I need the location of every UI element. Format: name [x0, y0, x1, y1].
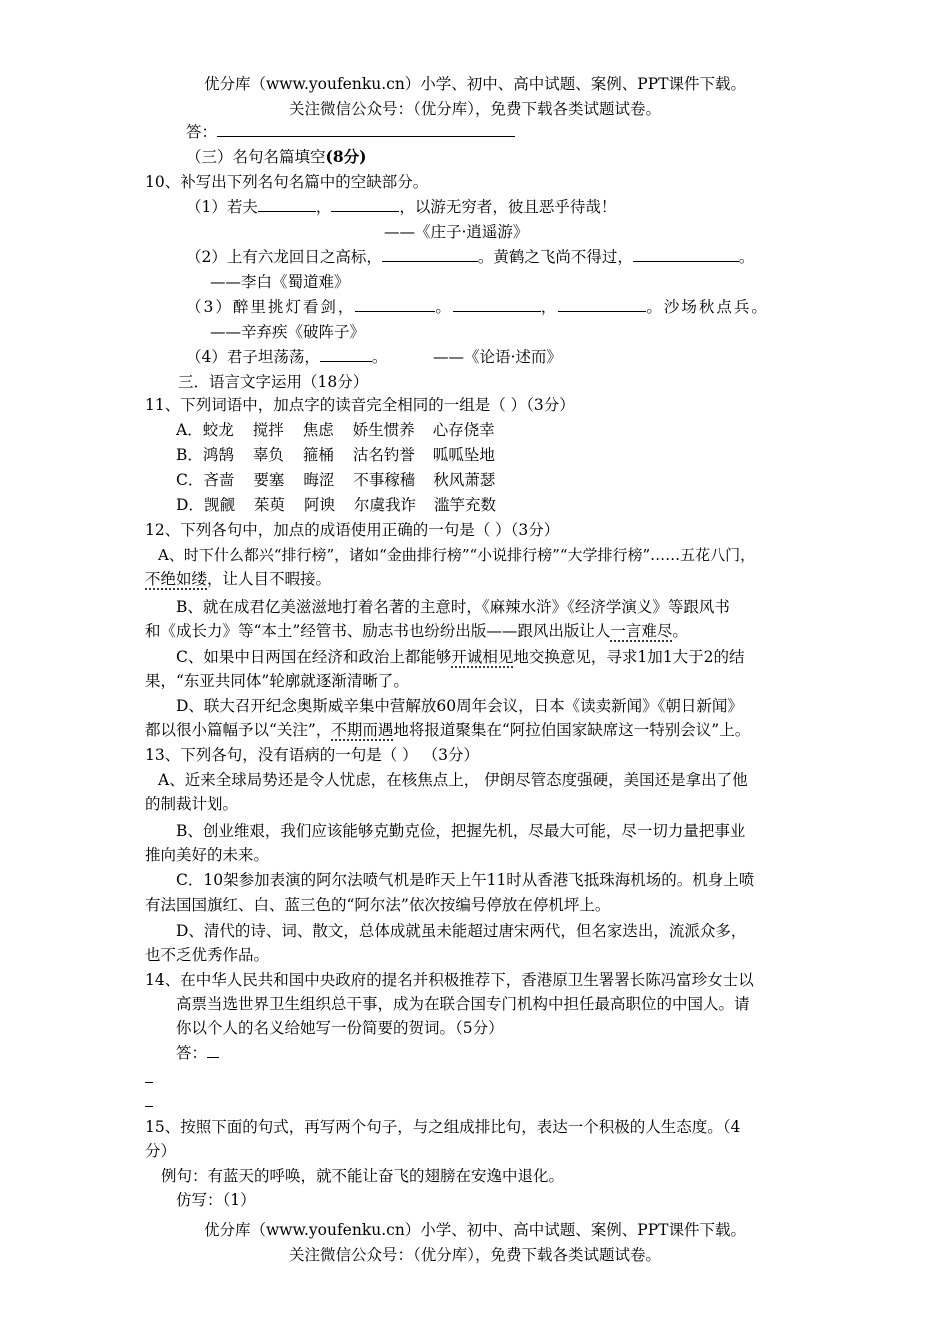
q11-d-word-1: 觊觎 [203, 496, 235, 514]
q12-d-line-1: D、联大召开纪念奥斯威辛集中营解放60周年会议，日本《读卖新闻》《朝日新闻》 [176, 697, 743, 715]
q10-4-text-a: （4）君子坦荡荡， [186, 348, 320, 366]
q13-c-line-2: 有法国国旗红、白、蓝三色的“阿尔法”依次按编号停放在停机坪上。 [145, 896, 611, 914]
q12-c-text-a: C、如果中日两国在经济和政治上都能够 [176, 648, 452, 666]
q11-c-word-1: 吝啬 [203, 471, 235, 489]
footer-line-1: 优分库（www.youfenku.cn）小学、初中、高中试题、案例、PPT课件下载。 [203, 1221, 747, 1239]
q11-b-word-1: 鸿鹄 [202, 446, 234, 464]
q10-1-text-b: ， [315, 198, 332, 216]
q12-a-idiom: 不绝如缕 [145, 570, 208, 588]
q10-item-4 [186, 346, 387, 368]
q11-a-word-3: 焦虑 [302, 421, 334, 439]
q10-2-blank-2[interactable] [633, 247, 739, 262]
q10-1-blank-1[interactable] [258, 197, 316, 212]
q10-2-text-b: 。黄鹤之飞尚不得过， [477, 248, 633, 266]
q12-c-idiom: 开诚相见 [451, 648, 514, 666]
q10-3-text-c: ， [540, 298, 559, 316]
q14-answer-label: 答： [176, 1044, 208, 1062]
q10-2-text-c: 。 [738, 248, 755, 266]
q10-stem: 10、补写出下列名句名篇中的空缺部分。 [145, 173, 429, 191]
q11-option-c [176, 469, 509, 491]
q14-answer-line-1[interactable] [145, 1082, 153, 1083]
q12-b-idiom: 一言难尽 [610, 622, 673, 640]
q11-d-word-4: 尔虞我诈 [353, 496, 416, 514]
q12-a-line-1: A、时下什么都兴“排行榜”，诸如“金曲排行榜”“小说排行榜”“大学排行榜”……五花八门， [158, 546, 756, 564]
q11-b-word-3: 箍桶 [302, 446, 334, 464]
q14-line-2: 高票当选世界卫生组织总干事，成为在联合国专门机构中担任最高职位的中国人。请 [176, 995, 750, 1013]
q11-a-word-4: 娇生惯养 [352, 421, 415, 439]
q12-stem: 12、下列各句中，加点的成语使用正确的一句是（ ）（3分） [145, 521, 560, 539]
answer-line-top [186, 121, 515, 143]
q12-b-text: 和《成长力》等“本土”经管书、励志书也纷纷出版——跟风出版让人 [145, 622, 611, 640]
q12-c-line-1 [176, 646, 744, 668]
q11-d-word-2: 茱萸 [253, 496, 285, 514]
q10-3-blank-3[interactable] [558, 297, 646, 312]
header-line-2: 关注微信公众号：（优分库），免费下载各类试题试卷。 [288, 100, 661, 118]
q12-d-idiom: 不期而遇 [331, 721, 394, 739]
q11-b-word-4: 沽名钓誉 [352, 446, 415, 464]
q13-b-line-1: B、创业维艰，我们应该能够克勤克俭，把握先机，尽最大可能，尽一切力量把事业 [176, 822, 746, 840]
q11-a-word-2: 搅拌 [252, 421, 284, 439]
q13-b-line-2: 推向美好的未来。 [145, 846, 270, 864]
q10-2-text-a: （2）上有六龙回日之高标， [186, 248, 382, 266]
q10-1-source: ——《庄子·逍遥游》 [384, 223, 529, 241]
q14-line-1: 14、在中华人民共和国中央政府的提名并积极推荐下，香港原卫生署署长陈冯富珍女士以 [145, 971, 754, 989]
q10-3-text-d: 。沙场秋点兵。 [646, 298, 769, 316]
q10-3-blank-2[interactable] [453, 297, 541, 312]
q13-d-line-1: D、清代的诗、词、散文，总体成就虽未能超过唐宋两代，但名家迭出，流派众多， [176, 922, 747, 940]
q14-answer-blank[interactable] [207, 1043, 219, 1058]
q10-item-3 [186, 296, 769, 318]
q11-c-word-2: 要塞 [253, 471, 285, 489]
q10-1-text-c: ，以游无穷者，彼且恶乎待哉！ [399, 198, 617, 216]
q11-stem: 11、下列词语中，加点字的读音完全相同的一组是（ ）（3分） [145, 396, 575, 414]
header-line-1: 优分库（www.youfenku.cn）小学、初中、高中试题、案例、PPT课件下载。 [203, 75, 747, 93]
q15-imitate: 仿写：（1） [176, 1191, 256, 1209]
q13-a-line-1: A、近来全球局势还是令人忧虑，在核焦点上， 伊朗尽管态度强硬，美国还是拿出了他 [158, 771, 748, 789]
answer-blank[interactable] [217, 122, 515, 137]
q12-b-line-2 [145, 620, 688, 642]
q10-1-blank-2[interactable] [331, 197, 399, 212]
q12-d-text-b: 地将报道聚集在“阿拉伯国家缺席这一特别会议”上。 [393, 721, 751, 739]
q11-option-a [176, 419, 509, 441]
q14-answer [176, 1042, 219, 1064]
q12-c-line-2: 果，“东亚共同体”轮廓就逐渐清晰了。 [145, 672, 409, 690]
q10-3-text-b: 。 [435, 298, 453, 316]
q11-b-label: B． [176, 446, 203, 464]
q11-b-word-2: 辜负 [252, 446, 284, 464]
q14-line-3: 你以个人的名义给她写一份简要的贺词。（5分） [176, 1019, 504, 1037]
q15-line-1: 15、按照下面的句式，再写两个句子，与之组成排比句，表达一个积极的人生态度。（4 [145, 1118, 741, 1136]
q10-item-1 [186, 196, 616, 218]
section-3-label: （三）名句名篇填空 [186, 148, 326, 166]
q10-item-2 [186, 246, 754, 268]
q10-3-source: ——辛弃疾《破阵子》 [210, 323, 366, 341]
q10-2-source: ——李白《蜀道难》 [210, 273, 350, 291]
q12-a-rest: ，让人目不暇接。 [207, 570, 332, 588]
q10-3-blank-1[interactable] [355, 297, 435, 312]
q11-c-word-3: 晦涩 [303, 471, 335, 489]
q11-a-word-5: 心存侥幸 [432, 421, 495, 439]
q13-stem: 13、下列各句，没有语病的一句是（ ） （3分） [145, 746, 479, 764]
q14-answer-line-2[interactable] [145, 1106, 153, 1107]
q10-1-text-a: （1）若夫 [186, 198, 258, 216]
q13-d-line-2: 也不乏优秀作品。 [145, 946, 270, 964]
q11-c-word-4: 不事稼穑 [353, 471, 416, 489]
q12-d-line-2 [145, 719, 750, 741]
q13-a-line-2: 的制裁计划。 [145, 795, 239, 813]
q11-option-d [176, 494, 510, 516]
q12-d-text-a: 都以很小篇幅予以“关注”， [145, 721, 332, 739]
q11-a-label: A． [176, 421, 203, 439]
q12-b-end: 。 [672, 622, 688, 640]
q12-c-text-b: 地交换意见，寻求1加1大于2的结 [513, 648, 745, 666]
q11-d-word-3: 阿谀 [303, 496, 335, 514]
q12-a-line-2 [145, 568, 331, 590]
q10-4-blank-1[interactable] [320, 347, 372, 362]
section-language-title: 三．语言文字运用（18分） [178, 373, 369, 391]
q10-3-text-a: （3）醉里挑灯看剑， [186, 298, 356, 316]
q11-c-label: C． [176, 471, 204, 489]
q15-example: 例句：有蓝天的呼唤，就不能让奋飞的翅膀在安逸中退化。 [161, 1167, 565, 1185]
answer-label: 答： [186, 123, 218, 141]
q10-4-source: ——《论语·述而》 [433, 348, 562, 366]
q10-2-blank-1[interactable] [382, 247, 478, 262]
q11-a-word-1: 蛟龙 [202, 421, 234, 439]
q11-b-word-5: 呱呱坠地 [432, 446, 495, 464]
q13-c-line-1: C．10架参加表演的阿尔法喷气机是昨天上午11时从香港飞抵珠海机场的。机身上喷 [176, 871, 755, 889]
q10-4-text-b: 。 [371, 348, 388, 366]
q12-b-line-1: B、就在成君亿美滋滋地打着名著的主意时，《麻辣水浒》《经济学演义》等跟风书 [176, 598, 730, 616]
section-3-title [186, 146, 366, 168]
section-3-score: (8分) [325, 147, 367, 166]
q11-c-word-5: 秋风萧瑟 [433, 471, 496, 489]
q11-d-word-5: 滥竽充数 [433, 496, 496, 514]
q11-d-label: D． [176, 496, 204, 514]
q11-option-b [176, 444, 509, 466]
q15-line-2: 分） [145, 1142, 177, 1160]
footer-line-2: 关注微信公众号：（优分库），免费下载各类试题试卷。 [288, 1246, 661, 1264]
